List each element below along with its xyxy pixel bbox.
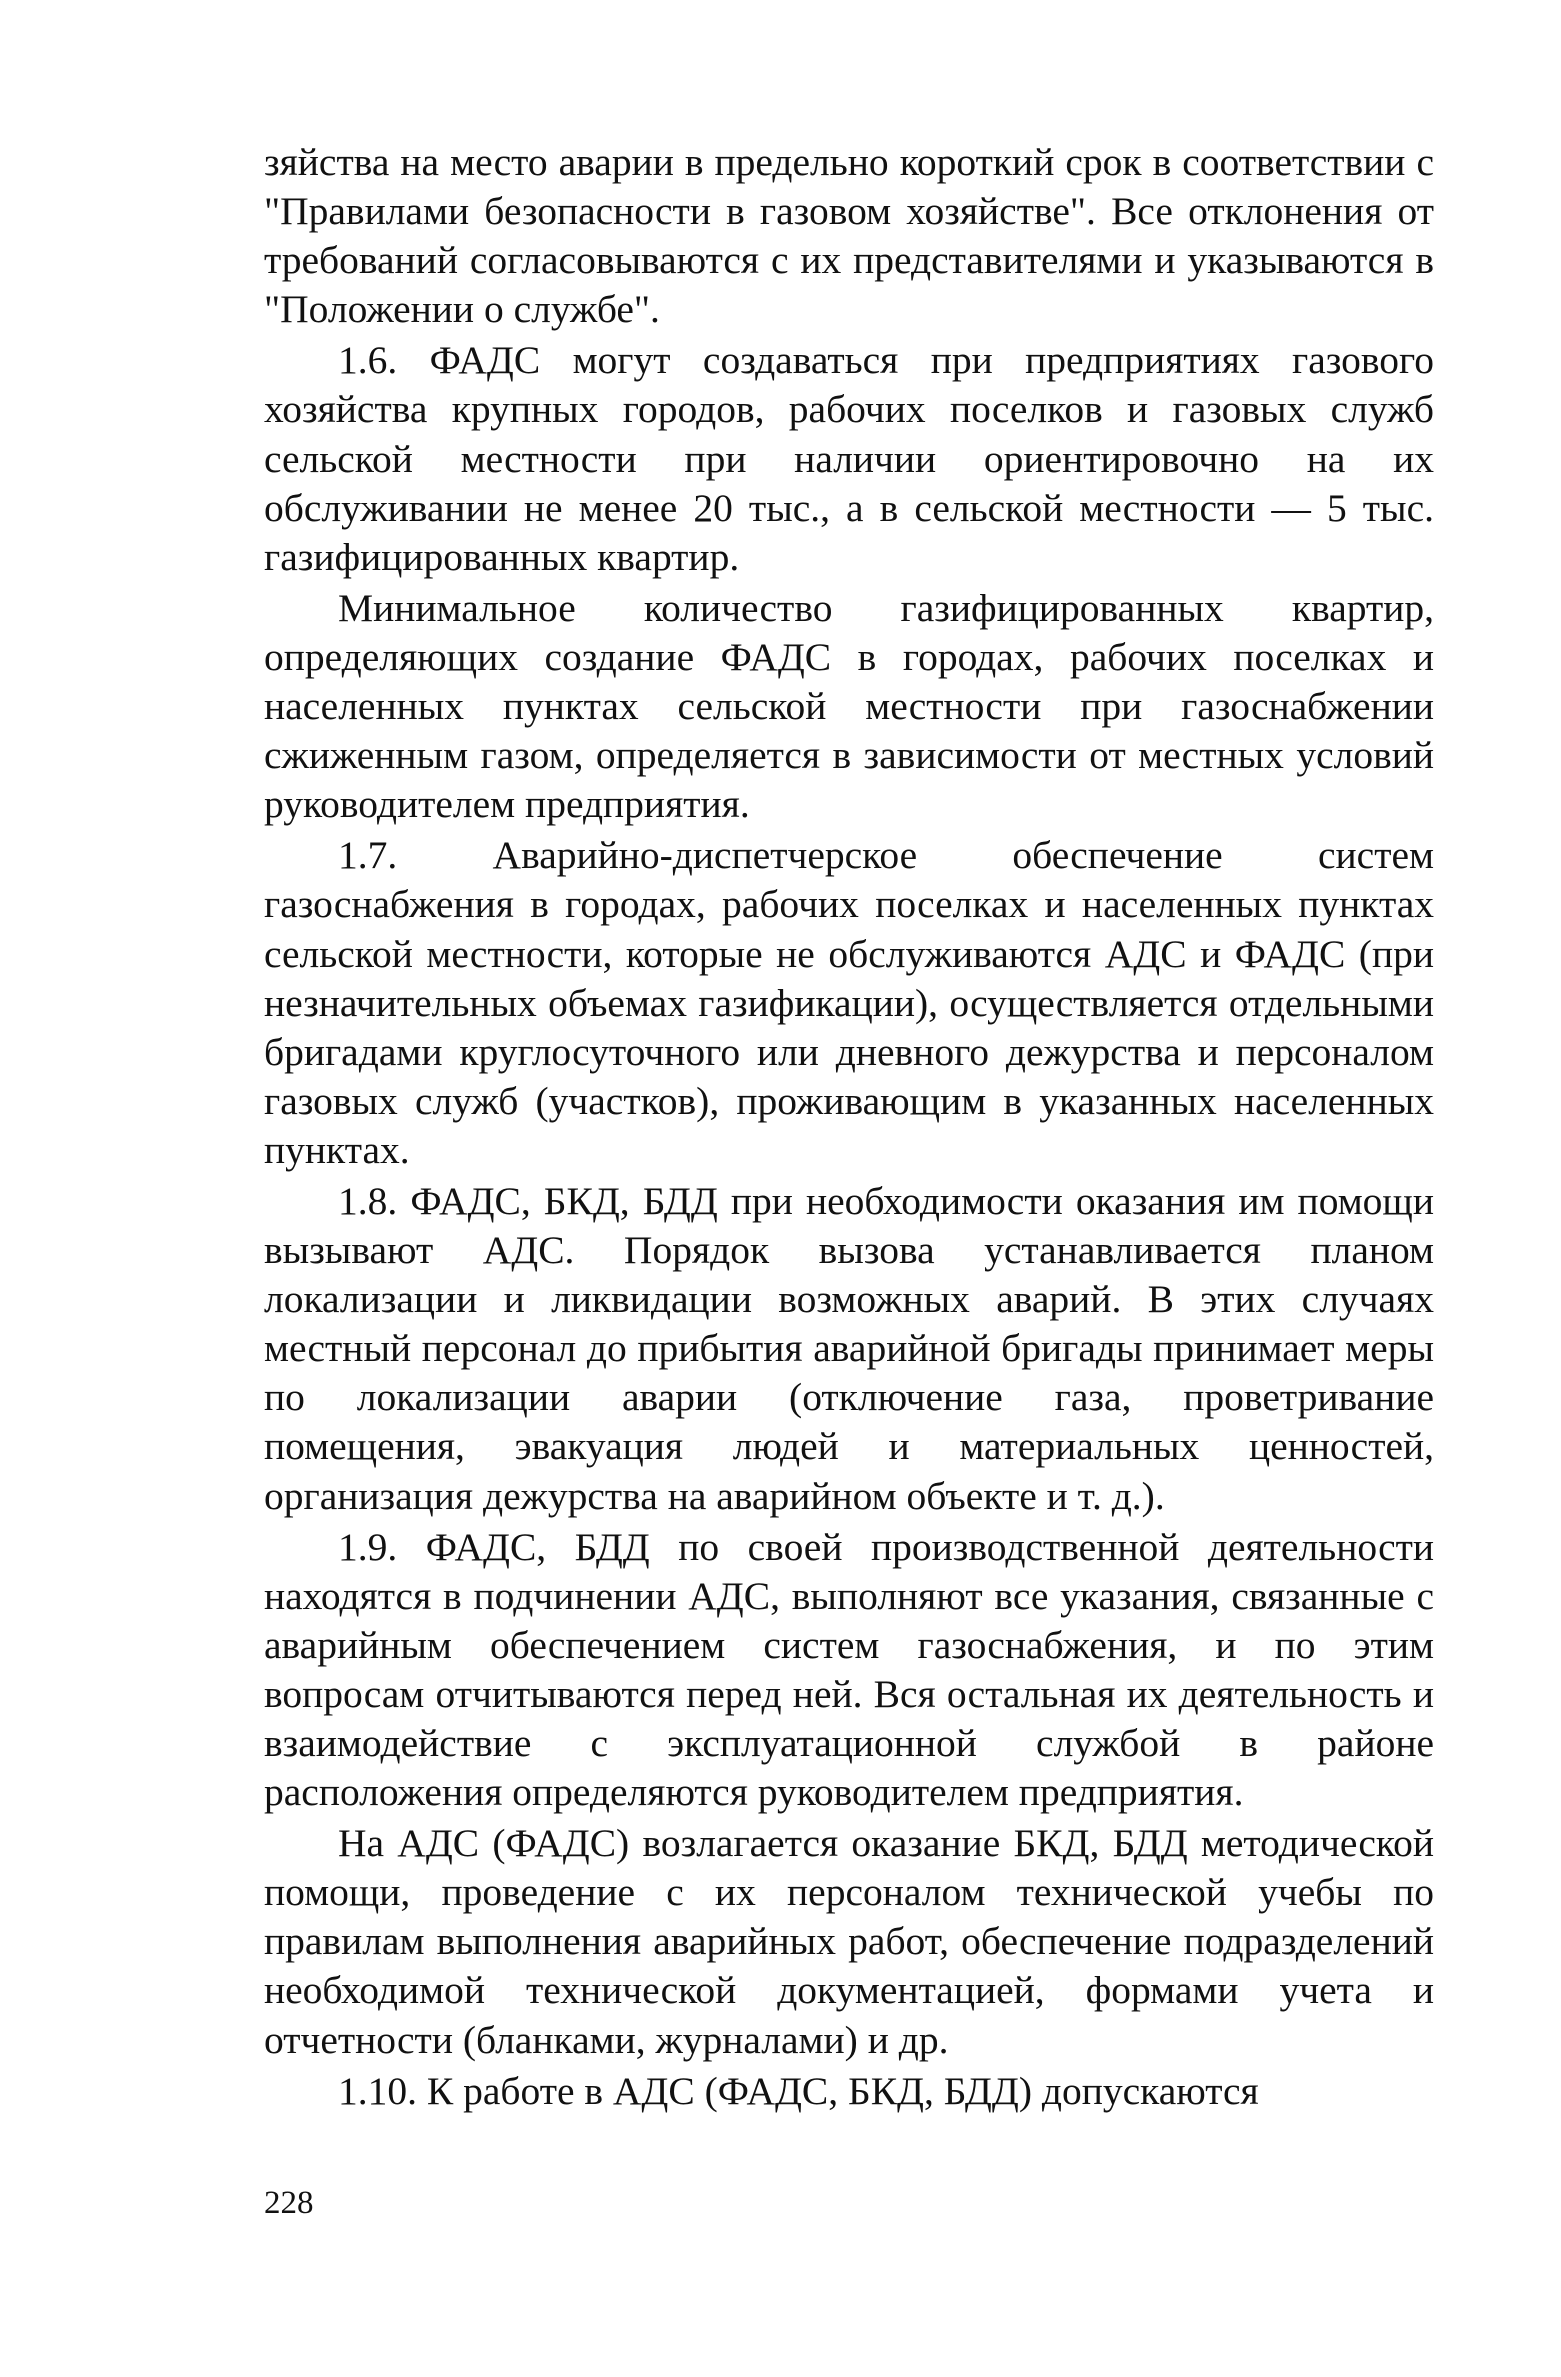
paragraph-1-6: 1.6. ФАДС могут создаваться при предприятиях газового хозяйства крупных городов, рабочих поселков и газовых служб сельской местности при наличии ориентировочно на их обслуживании не менее 20 тыс., а в сельской местности — 5 тыс. газифицированных квартир. xyxy=(264,338,1434,579)
paragraph-min-quantity: Минимальное количество газифицированных квартир, определяющих создание ФАДС в городах, рабочих поселках и населенных пунктах сельской местности при газоснабжении сжиженным газом, определяется в зависимости от местных условий руководителем предприятия. xyxy=(264,585,1434,827)
page-text xyxy=(264,138,1434,2116)
paragraph-ads-duties: На АДС (ФАДС) возлагается оказание БКД, БДД методической помощи, проведение с их персоналом технической учебы по правилам выполнения аварийных работ, обеспечение подразделений необходимой технической документацией, формами учета и отчетности (бланками, журналами) и др. xyxy=(264,1821,1434,2062)
paragraph-1-8: 1.8. ФАДС, БКД, БДД при необходимости оказания им помощи вызывают АДС. Порядок вызова устанавливается планом локализации и ликвидации возможных аварий. В этих случаях местный персонал до прибытия аварийной бригады принимает меры по локализации аварии (отключение газа, проветривание помещения, эвакуация людей и материальных ценностей, организация дежурства на аварийном объекте и т. д.). xyxy=(264,1178,1434,1518)
page-number: 228 xyxy=(264,2185,314,2221)
paragraph-1-9: 1.9. ФАДС, БДД по своей производственной деятельности находятся в подчинении АДС, выполняют все указания, связанные с аварийным обеспечением систем газоснабжения, и по этим вопросам отчитываются перед ней. Вся остальная их деятельность и взаимодействие с эксплуатационной службой в районе расположения определяются руководителем предприятия. xyxy=(264,1524,1434,1815)
paragraph-1-7: 1.7. Аварийно-диспетчерское обеспечение систем газоснабжения в городах, рабочих поселках и населенных пунктах сельской местности, которые не обслуживаются АДС и ФАДС (при незначительных объемах газификации), осуществляется отдельными бригадами круглосуточного или дневного дежурства и персоналом газовых служб (участков), проживающим в указанных населенных пунктах. xyxy=(264,833,1434,1172)
paragraph-1-10: 1.10. К работе в АДС (ФАДС, БКД, БДД) допускаются xyxy=(338,2068,1259,2113)
paragraph-continuation: зяйства на место аварии в предельно короткий срок в соответствии с "Правилами безопасности в газовом хозяйстве". Все отклонения от требований согласовываются с их представителями и указываются в "Положении о службе". xyxy=(264,140,1434,332)
